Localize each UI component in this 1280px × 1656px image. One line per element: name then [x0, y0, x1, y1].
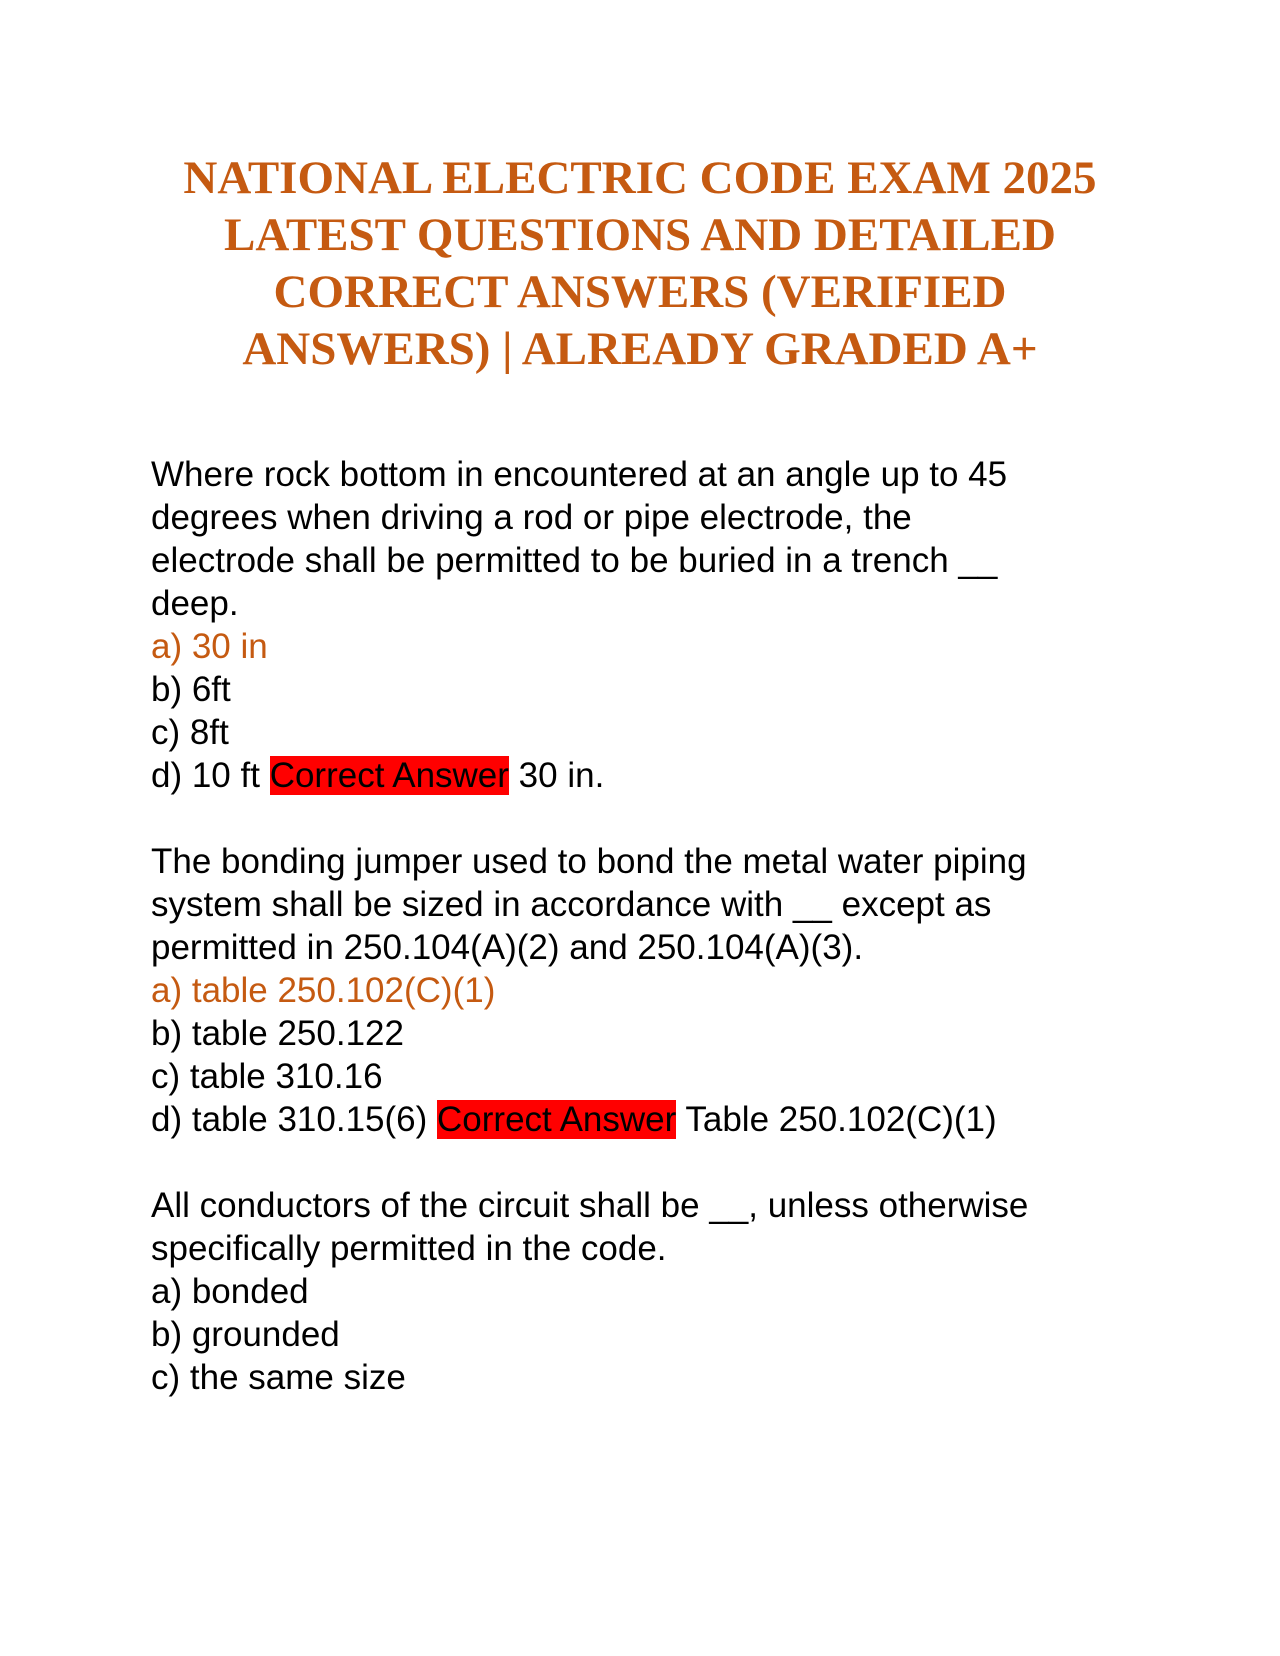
- question-text: All conductors of the circuit shall be __, unless otherwise: [151, 1186, 1029, 1225]
- answer-option-highlighted: a) 30 in: [151, 627, 268, 666]
- answer-option: c) 8ft: [151, 713, 229, 752]
- question-block: [151, 1184, 1171, 1399]
- question-list: [151, 453, 1171, 1442]
- answer-option: b) grounded: [151, 1315, 340, 1354]
- question-block: [151, 453, 1171, 797]
- question-text: permitted in 250.104(A)(2) and 250.104(A)(3).: [151, 928, 864, 967]
- correct-answer-tag: Correct Answer: [437, 1100, 677, 1139]
- document-title: [140, 150, 1140, 378]
- question-text: specifically permitted in the code.: [151, 1229, 667, 1268]
- correct-answer-text: 30 in.: [518, 756, 605, 795]
- title-line: ANSWERS) | ALREADY GRADED A+: [242, 323, 1038, 375]
- answer-option-highlighted: a) table 250.102(C)(1): [151, 971, 496, 1010]
- answer-option: c) table 310.16: [151, 1057, 383, 1096]
- question-text: system shall be sized in accordance with __ except as: [151, 885, 992, 924]
- answer-option: b) table 250.122: [151, 1014, 404, 1053]
- title-line: NATIONAL ELECTRIC CODE EXAM 2025: [183, 152, 1097, 204]
- answer-option-line: [151, 754, 1171, 797]
- question-text: deep.: [151, 584, 239, 623]
- title-line: CORRECT ANSWERS (VERIFIED: [273, 266, 1007, 318]
- correct-answer-tag: Correct Answer: [269, 756, 509, 795]
- answer-option-line: [151, 1098, 1171, 1141]
- answer-option: d) 10 ft: [151, 756, 260, 795]
- answer-option: d) table 310.15(6): [151, 1100, 428, 1139]
- answer-option: a) bonded: [151, 1272, 309, 1311]
- question-block: [151, 840, 1171, 1141]
- answer-option: c) the same size: [151, 1358, 406, 1397]
- correct-answer-text: Table 250.102(C)(1): [685, 1100, 997, 1139]
- question-text: degrees when driving a rod or pipe electrode, the: [151, 498, 912, 537]
- question-text: The bonding jumper used to bond the metal water piping: [151, 842, 1027, 881]
- question-text: Where rock bottom in encountered at an angle up to 45: [151, 455, 1008, 494]
- title-line: LATEST QUESTIONS AND DETAILED: [224, 209, 1056, 261]
- answer-option: b) 6ft: [151, 670, 231, 709]
- question-text: electrode shall be permitted to be buried in a trench __: [151, 541, 998, 580]
